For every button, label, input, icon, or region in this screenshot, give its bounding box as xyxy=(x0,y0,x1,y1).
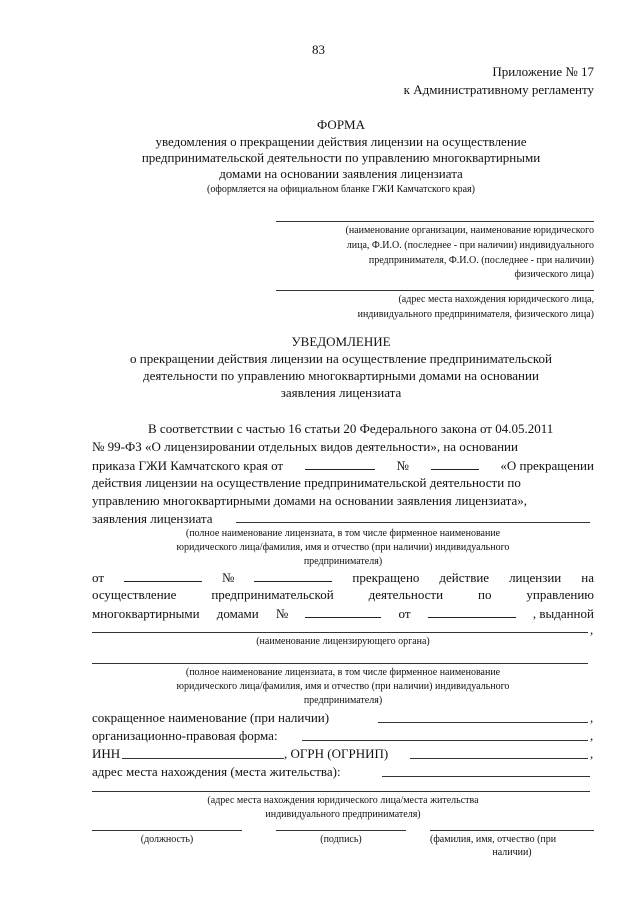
authority-comma: , xyxy=(590,622,594,637)
form-title-line-3: домами на основании заявления лицензиата xyxy=(219,166,463,181)
body-line-1: В соответствии с частью 16 статьи 20 Федерального закона от 04.05.2011 xyxy=(148,421,554,436)
short-name-comma: , xyxy=(590,710,594,725)
body-line-3-text-a: приказа ГЖИ Камчатского края от xyxy=(92,458,284,473)
signature-field[interactable] xyxy=(276,830,406,831)
recipient-caption-2-line-1: (адрес места нахождения юридического лица, xyxy=(398,294,594,305)
row-ot: от xyxy=(92,570,105,585)
recipient-address-line[interactable] xyxy=(276,290,594,291)
notice-title-line-2: деятельности по управлению многоквартирными домами на основании xyxy=(143,368,539,383)
position-field[interactable] xyxy=(92,830,242,831)
form-heading: ФОРМА xyxy=(317,117,365,132)
recipient-name-line[interactable] xyxy=(276,221,594,222)
form-title-line-2: предпринимательской деятельности по управлению многоквартирными xyxy=(141,150,541,165)
row2-word-2: предпринимательской xyxy=(211,587,334,602)
notice-title-line-1: о прекращении действия лицензии на осуществление предпринимательской xyxy=(130,351,552,366)
row-na: на xyxy=(581,570,594,585)
license-row-3 xyxy=(92,605,594,621)
license-row-2 xyxy=(92,587,594,602)
row3-word-2: домами xyxy=(216,606,259,621)
notice-heading: УВЕДОМЛЕНИЕ xyxy=(291,334,391,349)
address-field-1[interactable] xyxy=(382,776,590,777)
row3-ot: от xyxy=(398,606,411,621)
short-name-field[interactable] xyxy=(378,722,588,723)
caption-signature: (подпись) xyxy=(320,834,362,845)
order-date-field[interactable] xyxy=(305,457,375,470)
license-reg-date-field[interactable] xyxy=(428,605,516,618)
recipient-caption-1-line-3: предпринимателя, Ф.И.О. (последнее - при наличии) xyxy=(368,255,594,266)
body-line-3-no: № xyxy=(396,458,409,473)
applicant-field[interactable] xyxy=(236,522,590,523)
ogrn-label: , ОГРН (ОГРНИП) xyxy=(284,746,389,761)
caption-position: (должность) xyxy=(140,834,194,845)
body-line-5: управлению многоквартирными домами на основании заявления лицензиата», xyxy=(92,493,528,508)
legal-form-field[interactable] xyxy=(302,740,588,741)
appendix-line-2: к Административному регламенту xyxy=(403,82,594,97)
form-title-line-1: уведомления о прекращении действия лицензии на осуществление xyxy=(155,134,527,149)
caption-full-name-line-2: наличии) xyxy=(492,847,532,858)
recipient-caption-1-line-2: лица, Ф.И.О. (последнее - при наличии) индивидуального xyxy=(346,240,594,251)
row2-word-4: по xyxy=(478,587,492,602)
recipient-caption-2-line-2: индивидуального предпринимателя, физического лица) xyxy=(357,309,594,320)
order-number-field[interactable] xyxy=(431,457,479,470)
row2-word-1: осуществление xyxy=(92,587,177,602)
address-label: адрес места нахождения (места жительства): xyxy=(92,764,341,779)
legal-form-label: организационно-правовая форма: xyxy=(92,728,278,743)
body-line-3 xyxy=(92,457,594,473)
inn-label: ИНН xyxy=(92,746,121,761)
row3-no: № xyxy=(275,606,289,621)
caption-full-name-line-3: предпринимателя) xyxy=(303,695,383,706)
caption-full-name-line-2: юридического лица/фамилия, имя и отчество (при наличии) индивидуального xyxy=(176,681,510,692)
authority-field[interactable] xyxy=(92,632,588,633)
caption-full-name-line-1: (полное наименование лицензиата, в том числе фирменное наименование xyxy=(185,667,501,678)
body-line-4: действия лицензии на осуществление предпринимательской деятельности по xyxy=(92,475,521,490)
caption-licensee-line-1: (полное наименование лицензиата, в том числе фирменное наименование xyxy=(185,528,501,539)
form-note: (оформляется на официальном бланке ГЖИ Камчатского края) xyxy=(207,184,475,195)
body-line-6: заявления лицензиата xyxy=(92,511,213,526)
row-license: лицензии xyxy=(509,570,562,585)
appendix-line-1: Приложение № 17 xyxy=(492,64,594,79)
caption-address-line-2: индивидуального предпринимателя) xyxy=(265,809,421,820)
recipient-caption-1-line-4: физического лица) xyxy=(514,269,594,280)
row2-word-5: управлению xyxy=(526,587,594,602)
row3-word-1: многоквартирными xyxy=(92,606,200,621)
ogrn-field[interactable] xyxy=(410,758,588,759)
address-field-2[interactable] xyxy=(92,791,590,792)
row2-word-3: деятельности xyxy=(368,587,444,602)
caption-address-line-1: (адрес места нахождения юридического лица/места жительства xyxy=(207,795,479,806)
caption-licensee-line-2: юридического лица/фамилия, имя и отчество (при наличии) индивидуального xyxy=(176,542,510,553)
caption-full-name-line-1: (фамилия, имя, отчество (при xyxy=(430,834,557,845)
body-line-2: № 99-ФЗ «О лицензировании отдельных видов деятельности», на основании xyxy=(92,439,518,454)
ogrn-comma: , xyxy=(590,746,594,761)
licensee-full-name-field[interactable] xyxy=(92,663,588,664)
caption-authority: (наименование лицензирующего органа) xyxy=(256,636,430,647)
page-number: 83 xyxy=(312,42,325,57)
license-number-field[interactable] xyxy=(254,569,332,582)
legal-form-comma: , xyxy=(590,728,594,743)
notice-title-line-3: заявления лицензиата xyxy=(280,385,402,400)
license-row-1 xyxy=(92,569,594,585)
license-date-field[interactable] xyxy=(124,569,202,582)
caption-licensee-line-3: предпринимателя) xyxy=(303,556,383,567)
row-stopped: прекращено xyxy=(352,570,420,585)
body-line-3-text-c: «О прекращении xyxy=(500,458,594,473)
row-no: № xyxy=(221,570,235,585)
inn-field[interactable] xyxy=(122,758,284,759)
short-name-label: сокращенное наименование (при наличии) xyxy=(92,710,330,725)
full-name-field[interactable] xyxy=(430,830,594,831)
row-action: действие xyxy=(439,570,490,585)
recipient-caption-1-line-1: (наименование организации, наименование юридического xyxy=(345,225,594,236)
row3-end: , выданной xyxy=(532,606,594,621)
license-reg-number-field[interactable] xyxy=(305,605,381,618)
